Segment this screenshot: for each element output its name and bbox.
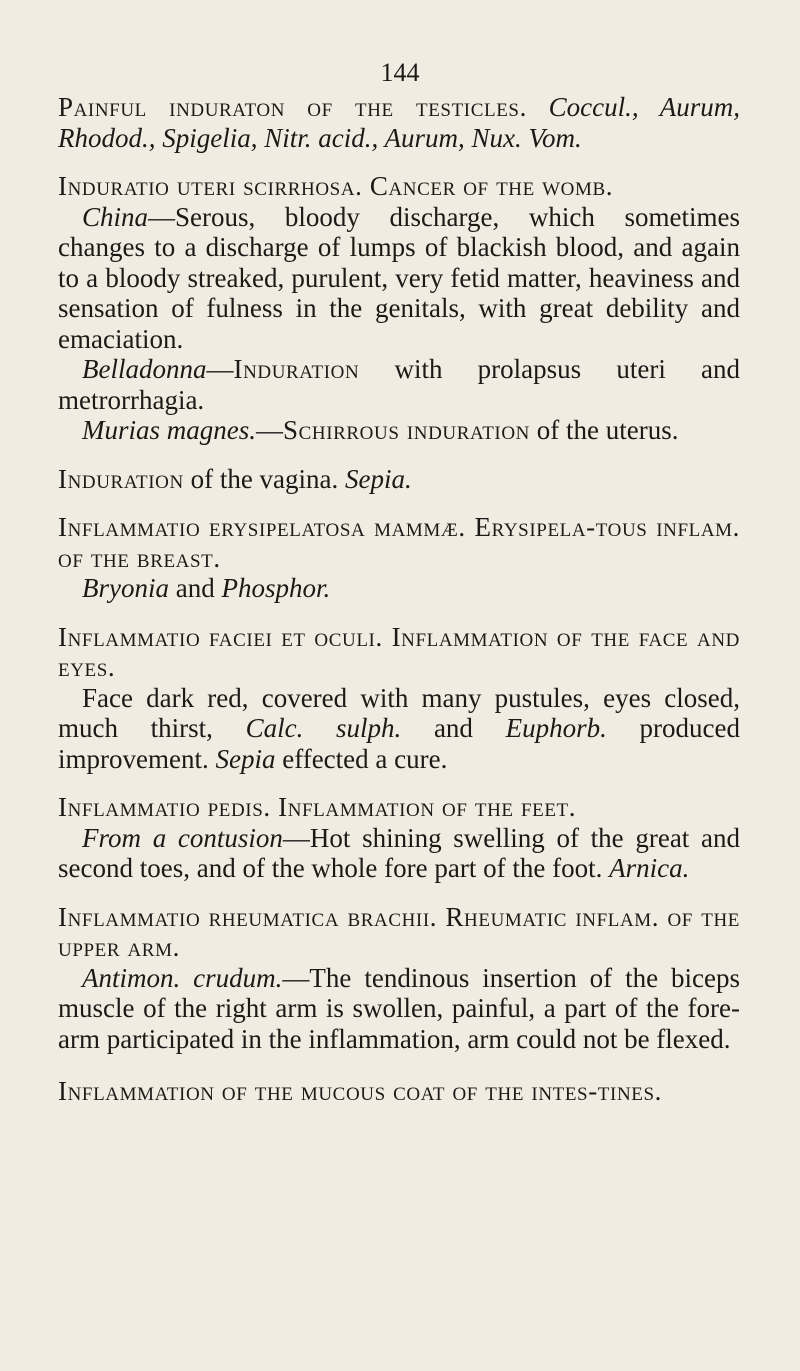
page-number: 144 xyxy=(380,58,420,87)
remedy-name: Phosphor. xyxy=(221,573,331,603)
small-caps-text: Inflammatio pedis. Inflammation of the feet. xyxy=(58,792,577,822)
paragraph-gap xyxy=(58,446,740,464)
remedy-name: Belladonna xyxy=(82,354,207,384)
entry-heading xyxy=(58,792,740,823)
small-caps-text: Inflammatio rheumatica brachii. Rheumatic inflam. of the upper arm. xyxy=(58,901,740,962)
entry-paragraph xyxy=(58,573,740,604)
entry-paragraph xyxy=(58,415,740,446)
text-run: and xyxy=(169,573,222,603)
text-run: produced improvement. xyxy=(58,713,740,774)
text-run: with prolapsus uteri and metrorrhagia. xyxy=(58,354,740,415)
page-body xyxy=(58,92,740,1107)
remedy-name: Sepia. xyxy=(345,463,412,494)
remedy-name: Murias magnes. xyxy=(82,415,256,445)
remedy-name: Euphorb. xyxy=(505,713,607,743)
small-caps-text: Induratio uteri scirrhosa. Cancer of the womb. xyxy=(58,171,614,201)
entry-paragraph xyxy=(58,354,740,415)
entry-paragraph xyxy=(58,683,740,775)
paragraph-gap xyxy=(58,774,740,792)
entry-paragraph xyxy=(58,963,740,1055)
text-run: and xyxy=(401,713,506,743)
paragraph-gap xyxy=(58,153,740,171)
remedy-name: China xyxy=(82,201,149,232)
entry-heading xyxy=(58,171,740,202)
remedy-name: Arnica. xyxy=(609,853,690,883)
text-run: —Serous, bloody discharge, which sometimes changes to a discharge of lumps of blackish blood, and again to a bloody streaked, purulent, very fetid matter, heaviness and sensation of fulness in the genitals, with great debility and emaciation. xyxy=(58,201,740,354)
small-caps-text: Painful induraton of the testicles. xyxy=(58,92,527,122)
text-run: of the uterus. xyxy=(530,415,679,445)
text-run xyxy=(527,92,549,122)
entry-paragraph xyxy=(58,202,740,355)
paragraph-gap xyxy=(58,604,740,622)
paragraph-gap xyxy=(58,884,740,902)
text-run: —Hot shining swelling of the great and second toes, and of the whole fore part of the foot. xyxy=(58,822,740,883)
small-caps-text: Inflammatio faciei et oculi. Inflammation of the face and eyes. xyxy=(58,621,740,682)
paragraph-gap xyxy=(58,1054,740,1076)
remedy-name: Calc. sulph. xyxy=(245,713,402,743)
remedy-name: Sepia xyxy=(215,743,276,774)
small-caps-text: Inflammation of the mucous coat of the intes-tines. xyxy=(58,1076,662,1106)
text-run: —The tendinous insertion of the biceps muscle of the right arm is swollen, painful, a part of the fore-arm participated in the inflammation, arm could not be flexed. xyxy=(58,962,740,1054)
text-run: — xyxy=(206,354,234,384)
small-caps-text: Induration xyxy=(58,463,184,494)
entry-heading xyxy=(58,512,740,573)
text-run: — xyxy=(256,415,283,445)
small-caps-text: Induration xyxy=(233,354,360,384)
remedy-name: Bryonia xyxy=(82,573,169,603)
remedy-name: Antimon. crudum. xyxy=(82,962,283,993)
small-caps-text: Schirrous induration xyxy=(283,415,530,445)
entry-heading xyxy=(58,902,740,963)
entry-heading xyxy=(58,622,740,683)
remedy-name: Coccul., Aurum, Rhodod., Spigelia, Nitr. acid., Aurum, Nux. Vom. xyxy=(58,92,740,153)
paragraph-gap xyxy=(58,494,740,512)
remedy-name: From a contusion xyxy=(82,822,283,853)
entry-paragraph xyxy=(58,823,740,884)
text-run: Face dark red, covered with many pustules, eyes closed, much thirst, xyxy=(58,682,740,743)
text-run: effected a cure. xyxy=(275,743,448,774)
text-run: of the vagina. xyxy=(183,463,346,494)
entry-heading xyxy=(58,92,740,153)
entry-heading xyxy=(58,464,740,495)
small-caps-text: Inflammatio erysipelatosa mammæ. Erysipela-tous inflam. of the breast. xyxy=(58,512,740,573)
entry-heading xyxy=(58,1076,740,1107)
